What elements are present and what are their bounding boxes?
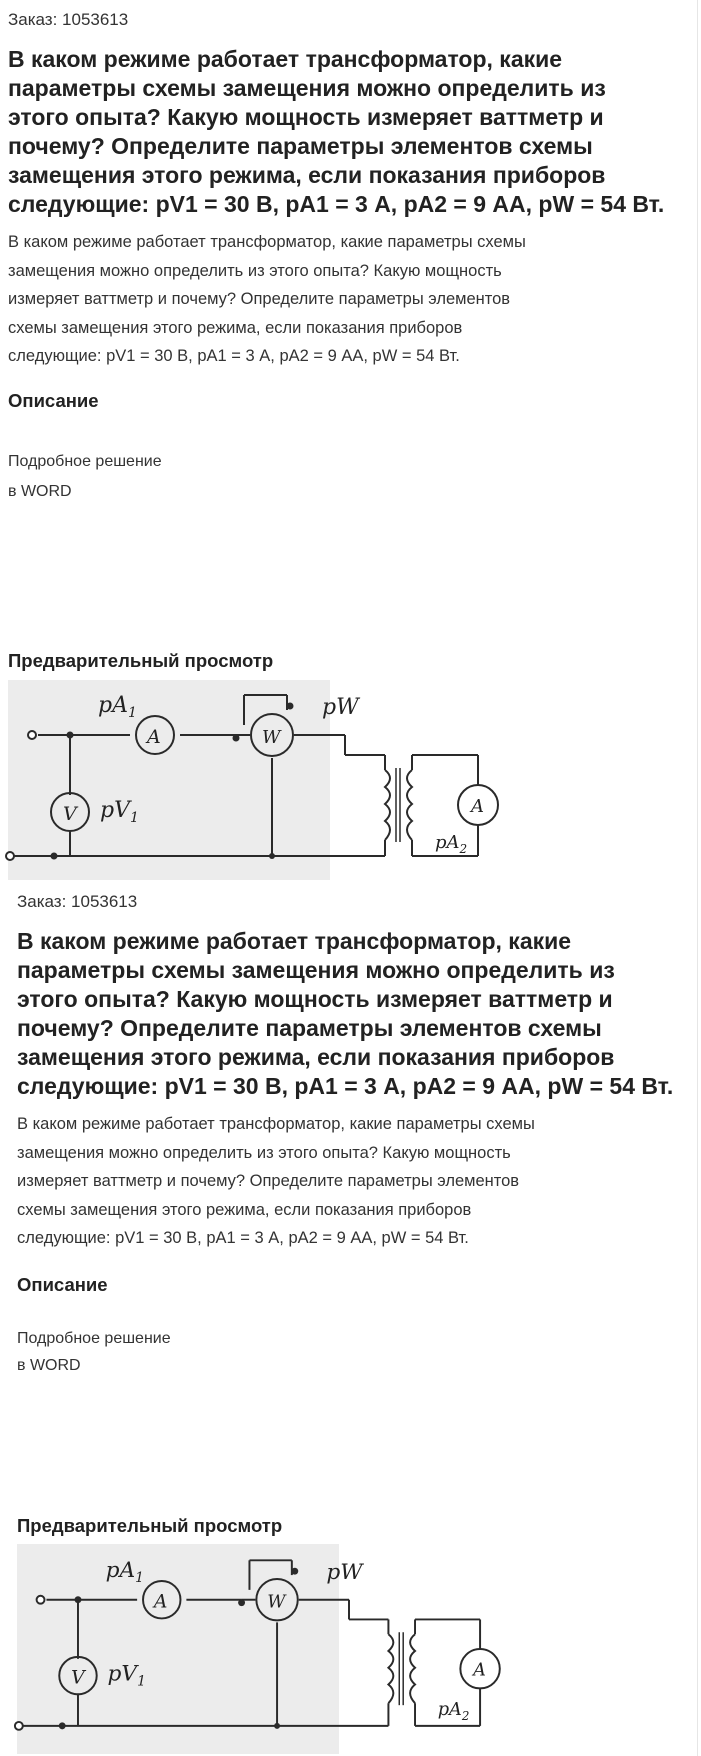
label-a2: A	[473, 1660, 486, 1681]
label-v: V	[71, 1667, 85, 1689]
description-line: в WORD	[17, 1357, 81, 1374]
circuit-diagram	[0, 680, 690, 882]
description-line: в WORD	[8, 483, 72, 500]
desc-line: В каком режиме работает трансформатор, какие параметры схемы	[8, 233, 526, 251]
title-line: параметры схемы замещения можно определить из	[17, 957, 615, 983]
title-line: замещения этого режима, если показания приборов	[17, 1044, 615, 1070]
label-a: A	[147, 726, 161, 748]
label-pa1: $pA_1$	[105, 1558, 144, 1586]
order-description-text	[8, 228, 668, 371]
desc-line: схемы замещения этого режима, если показания приборов	[17, 1200, 472, 1219]
label-pv1: $pV_1$	[100, 798, 139, 826]
title-line: В каком режиме работает трансформатор, какие	[17, 928, 572, 954]
desc-line: замещения можно определить из этого опыта? Какую мощность	[17, 1143, 511, 1162]
title-line: почему? Определите параметры элементов схемы	[8, 133, 593, 159]
desc-line: измеряет ваттметр и почему? Определите параметры элементов	[8, 290, 511, 308]
desc-line: В каком режиме работает трансформатор, какие параметры схемы	[17, 1115, 535, 1133]
title-line: следующие: pV1 = 30 В, pA1 = 3 А, pA2 = 9 АА, pW = 54 Вт.	[17, 1073, 674, 1099]
label-pa2: $pA_2$	[437, 1700, 470, 1723]
title-line: В каком режиме работает трансформатор, какие	[8, 46, 563, 72]
label-pw: pW	[322, 695, 359, 720]
label-w: W	[267, 1592, 286, 1613]
desc-line: следующие: pV1 = 30 В, pA1 = 3 А, pA2 = 9 АА, pW = 54 Вт.	[8, 347, 460, 365]
title-line: замещения этого режима, если показания приборов	[8, 162, 606, 188]
label-pv1: $pV_1$	[107, 1661, 146, 1690]
label-w: W	[262, 727, 281, 748]
order-number: Заказ: 1053613	[8, 10, 129, 29]
preview-heading: Предварительный просмотр	[17, 1515, 283, 1536]
label-pa2: $pA_2$	[435, 832, 468, 856]
desc-line: замещения можно определить из этого опыта? Какую мощность	[8, 261, 502, 280]
title-line: этого опыта? Какую мощность измеряет ваттметр и	[8, 104, 604, 130]
label-a: A	[153, 1591, 168, 1613]
description-line: Подробное решение	[8, 453, 162, 470]
title-line: почему? Определите параметры элементов схемы	[17, 1015, 602, 1041]
label-v: V	[63, 803, 77, 825]
order-title	[8, 45, 688, 219]
desc-line: схемы замещения этого режима, если показания приборов	[8, 318, 463, 337]
label-pw: pW	[326, 1560, 363, 1586]
order-card-2	[0, 882, 698, 1756]
desc-line: измеряет ваттметр и почему? Определите параметры элементов	[17, 1172, 520, 1190]
circuit-diagram	[9, 1544, 689, 1754]
label-pa1: $pA_1$	[98, 693, 137, 721]
desc-line: следующие: pV1 = 30 В, pA1 = 3 А, pA2 = 9 АА, pW = 54 Вт.	[17, 1229, 469, 1247]
order-number: Заказ: 1053613	[17, 892, 138, 911]
title-line: параметры схемы замещения можно определить из	[8, 75, 606, 101]
description-line: Подробное решение	[17, 1330, 171, 1347]
description-heading: Описание	[8, 390, 99, 411]
label-a2: A	[471, 796, 484, 817]
title-line: следующие: pV1 = 30 В, pA1 = 3 А, pA2 = 9 АА, pW = 54 Вт.	[8, 191, 665, 217]
order-title	[17, 927, 697, 1101]
title-line: этого опыта? Какую мощность измеряет ваттметр и	[17, 986, 613, 1012]
order-description-text	[17, 1110, 677, 1253]
preview-heading: Предварительный просмотр	[8, 650, 274, 671]
description-heading: Описание	[17, 1274, 108, 1295]
